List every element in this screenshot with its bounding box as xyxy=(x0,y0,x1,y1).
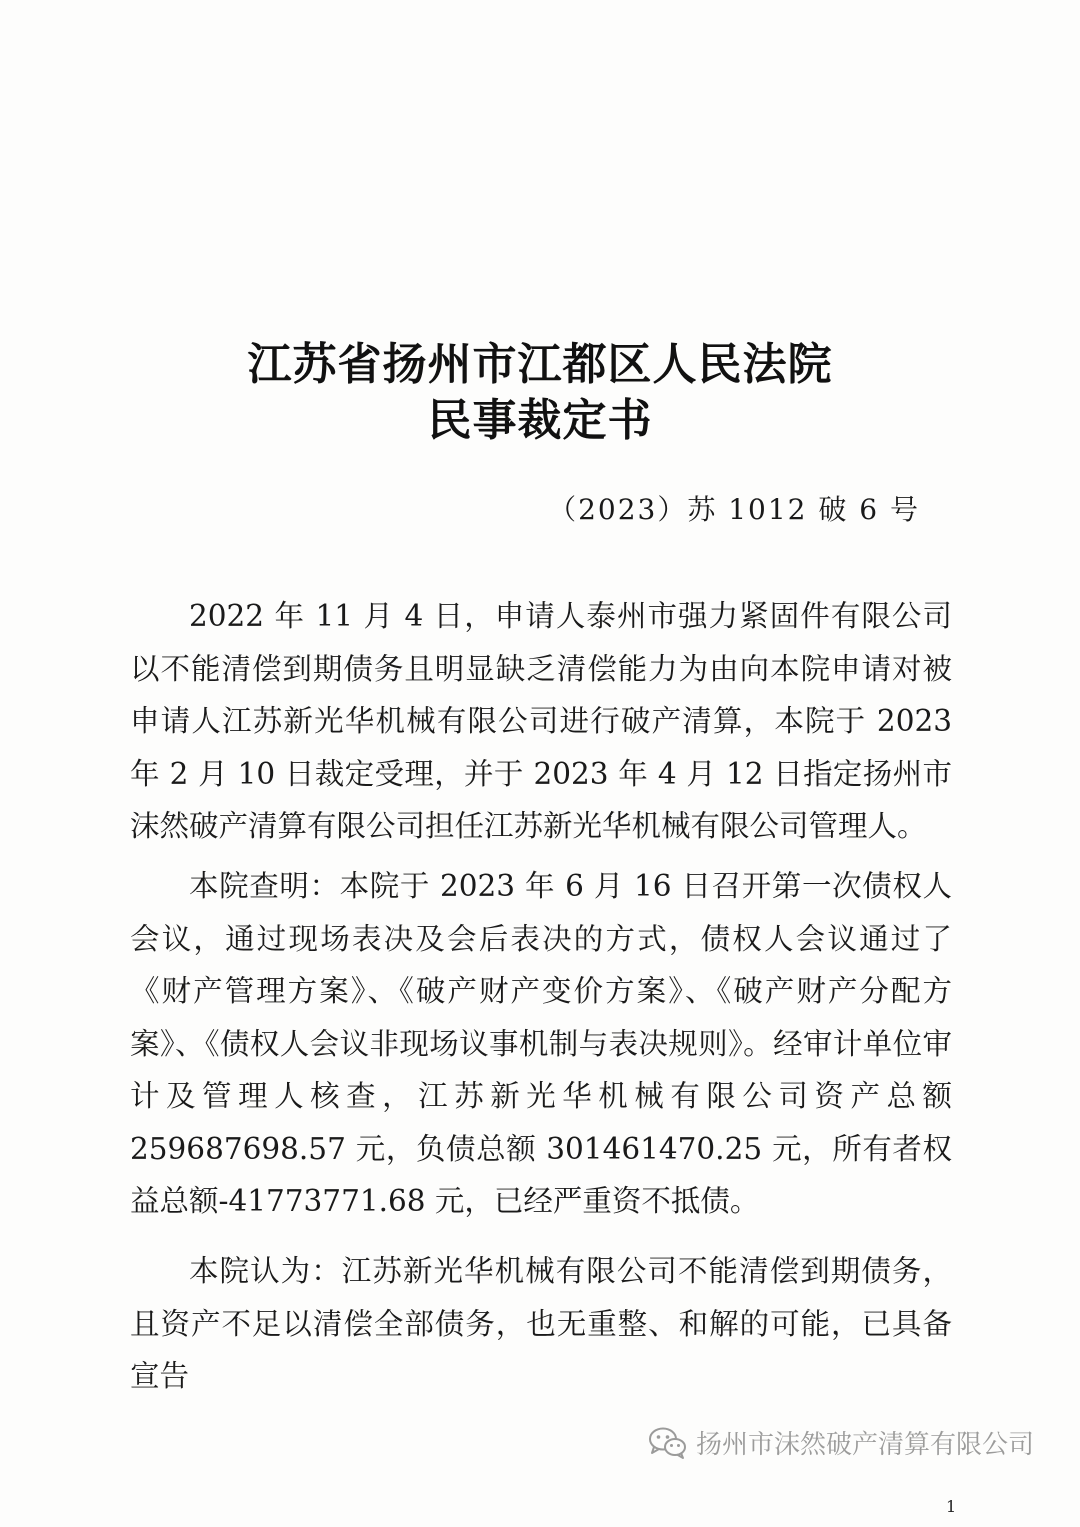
paragraph-background: 2022 年 11 月 4 日，申请人泰州市强力紧固件有限公司以不能清偿到期债务且明显缺乏清偿能力为由向本院申请对被申请人江苏新光华机械有限公司进行破产清算，本院于 2023 年 2 月 10 日裁定受理，并于 2023 年 4 月 12 日指定扬州市沫然破产清算有限公司担任江苏新光华机械有限公司管理人。 xyxy=(130,599,952,843)
wechat-icon xyxy=(648,1426,688,1460)
document-type-heading: 民事裁定书 xyxy=(427,395,653,446)
page-number: 1 xyxy=(946,1497,957,1516)
paragraph-findings: 本院查明：本院于 2023 年 6 月 16 日召开第一次债权人会议，通过现场表决及会后表决的方式，债权人会议通过了《财产管理方案》、《破产财产变价方案》、《破产财产分配方案》、《债权人会议非现场议事机制与表决规则》。经审计单位审计及管理人核查，江苏新光华机械有限公司资产总额 259687698.57 元，负债总额 301461470.25 元，所有者权益总额-41773771.68 元，已经严重资不抵债。 xyxy=(130,869,952,1218)
watermark-text: 扬州市沫然破产清算有限公司 xyxy=(696,1430,1035,1460)
watermark xyxy=(648,1424,1034,1461)
paragraph-opinion: 本院认为：江苏新光华机械有限公司不能清偿到期债务，且资产不足以清偿全部债务，也无重整、和解的可能，已具备宣告 xyxy=(130,1254,952,1393)
case-number: （2023）苏 1012 破 6 号 xyxy=(548,493,920,526)
court-name-heading: 江苏省扬州市江都区人民法院 xyxy=(247,339,833,390)
